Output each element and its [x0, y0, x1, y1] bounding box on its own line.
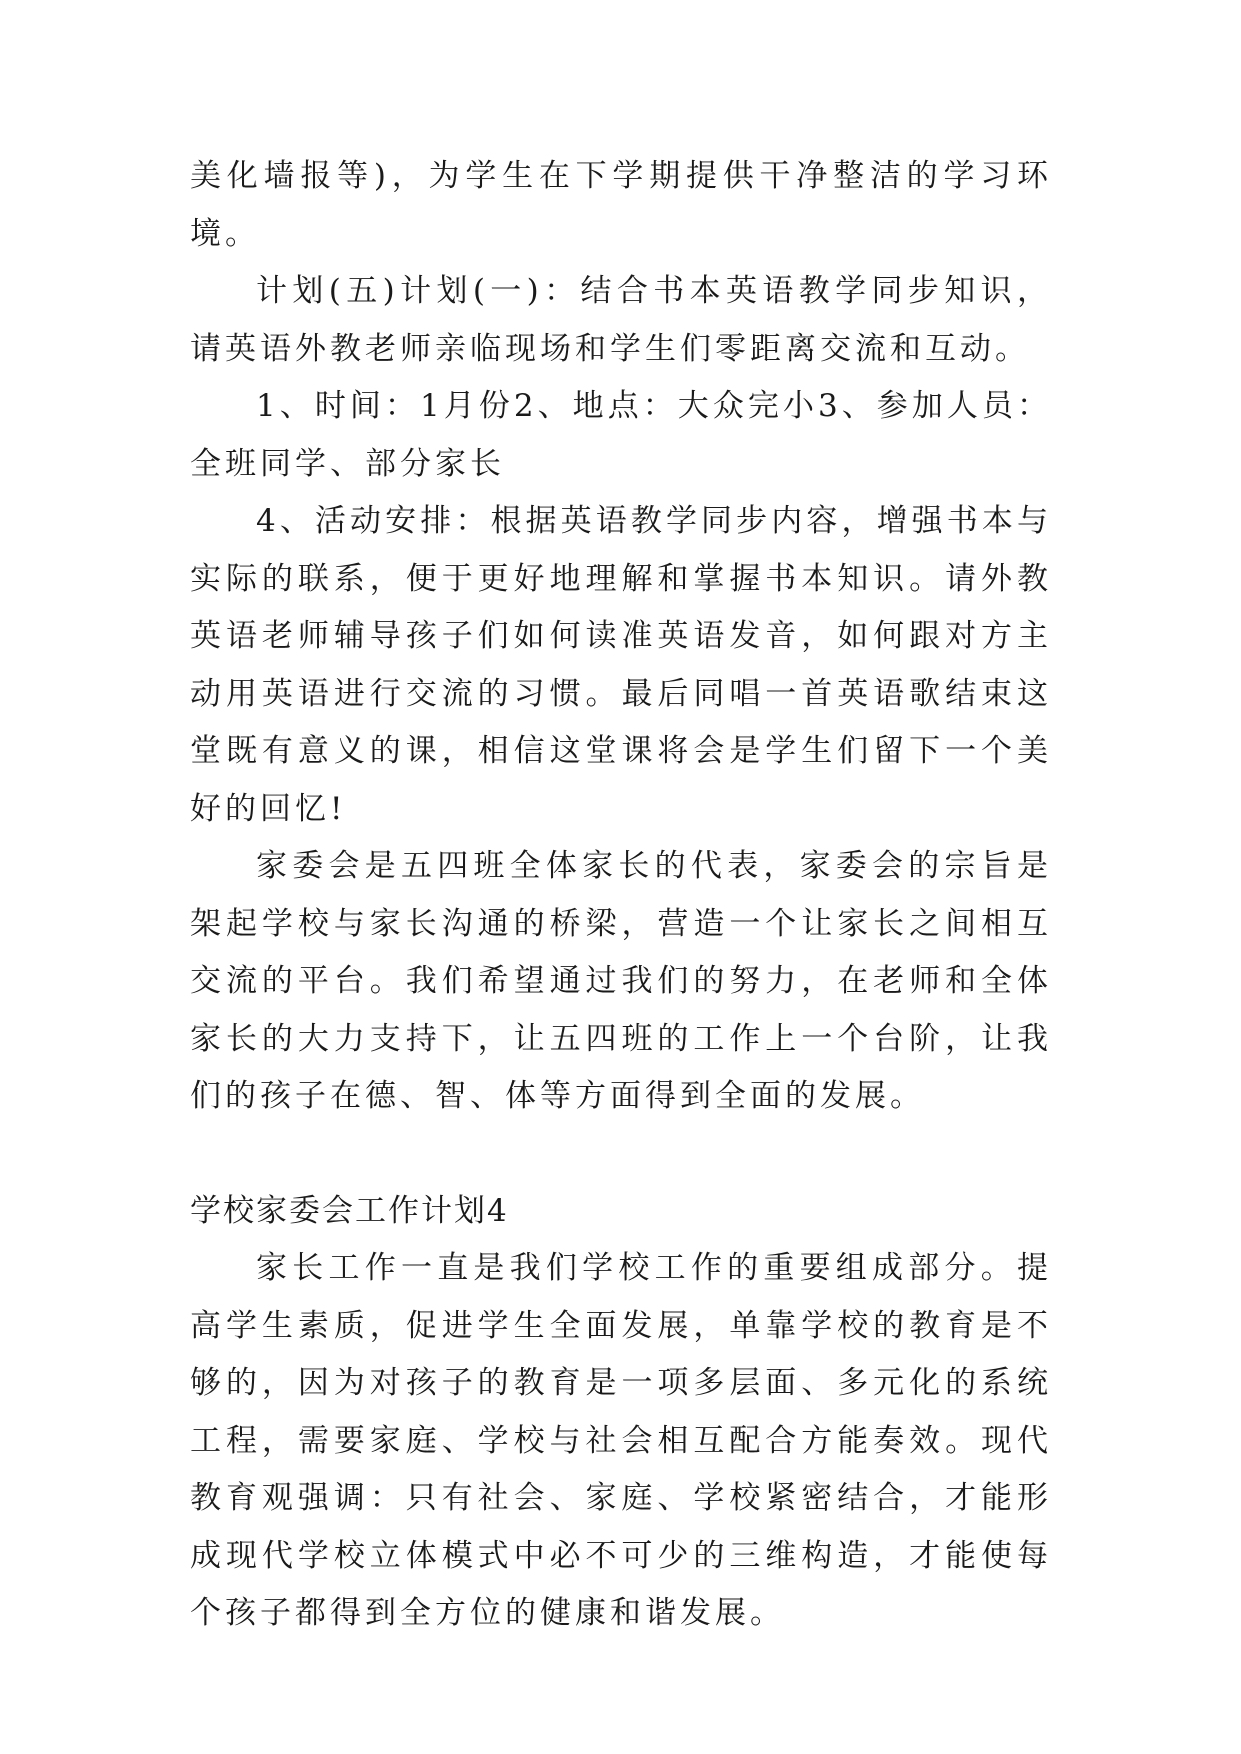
paragraph-parent-work: 家长工作一直是我们学校工作的重要组成部分。提高学生素质，促进学生全面发展，单靠学校的教育是不够的，因为对孩子的教育是一项多层面、多元化的系统工程，需要家庭、学校与社会相互配合方能奏效。现代教育观强调：只有社会、家庭、学校紧密结合，才能形成现代学校立体模式中必不可少的三维构造，才能使每个孩子都得到全方位的健康和谐发展。	[190, 1250, 1052, 1631]
paragraph-plan-five: 计划(五)计划(一)：结合书本英语教学同步知识，请英语外教老师亲临现场和学生们零距离交流和互动。	[190, 273, 1052, 367]
section-title: 学校家委会工作计划4	[190, 1192, 509, 1229]
paragraph-activity: 4、活动安排：根据英语教学同步内容，增强书本与实际的联系，便于更好地理解和掌握书本知识。请外教英语老师辅导孩子们如何读准英语发音，如何跟对方主动用英语进行交流的习惯。最后同唱一首英语歌结束这堂既有意义的课，相信这堂课将会是学生们留下一个美好的回忆!	[190, 503, 1052, 827]
paragraph-continuation: 美化墙报等)，为学生在下学期提供干净整洁的学习环境。	[190, 158, 1052, 252]
paragraph-committee: 家委会是五四班全体家长的代表，家委会的宗旨是架起学校与家长沟通的桥梁，营造一个让家长之间相互交流的平台。我们希望通过我们的努力，在老师和全体家长的大力支持下，让五四班的工作上一个台阶，让我们的孩子在德、智、体等方面得到全面的发展。	[190, 848, 1052, 1114]
document-page	[190, 148, 1052, 1643]
paragraph-time-place: 1、时间：1月份2、地点：大众完小3、参加人员：全班同学、部分家长	[190, 388, 1052, 482]
